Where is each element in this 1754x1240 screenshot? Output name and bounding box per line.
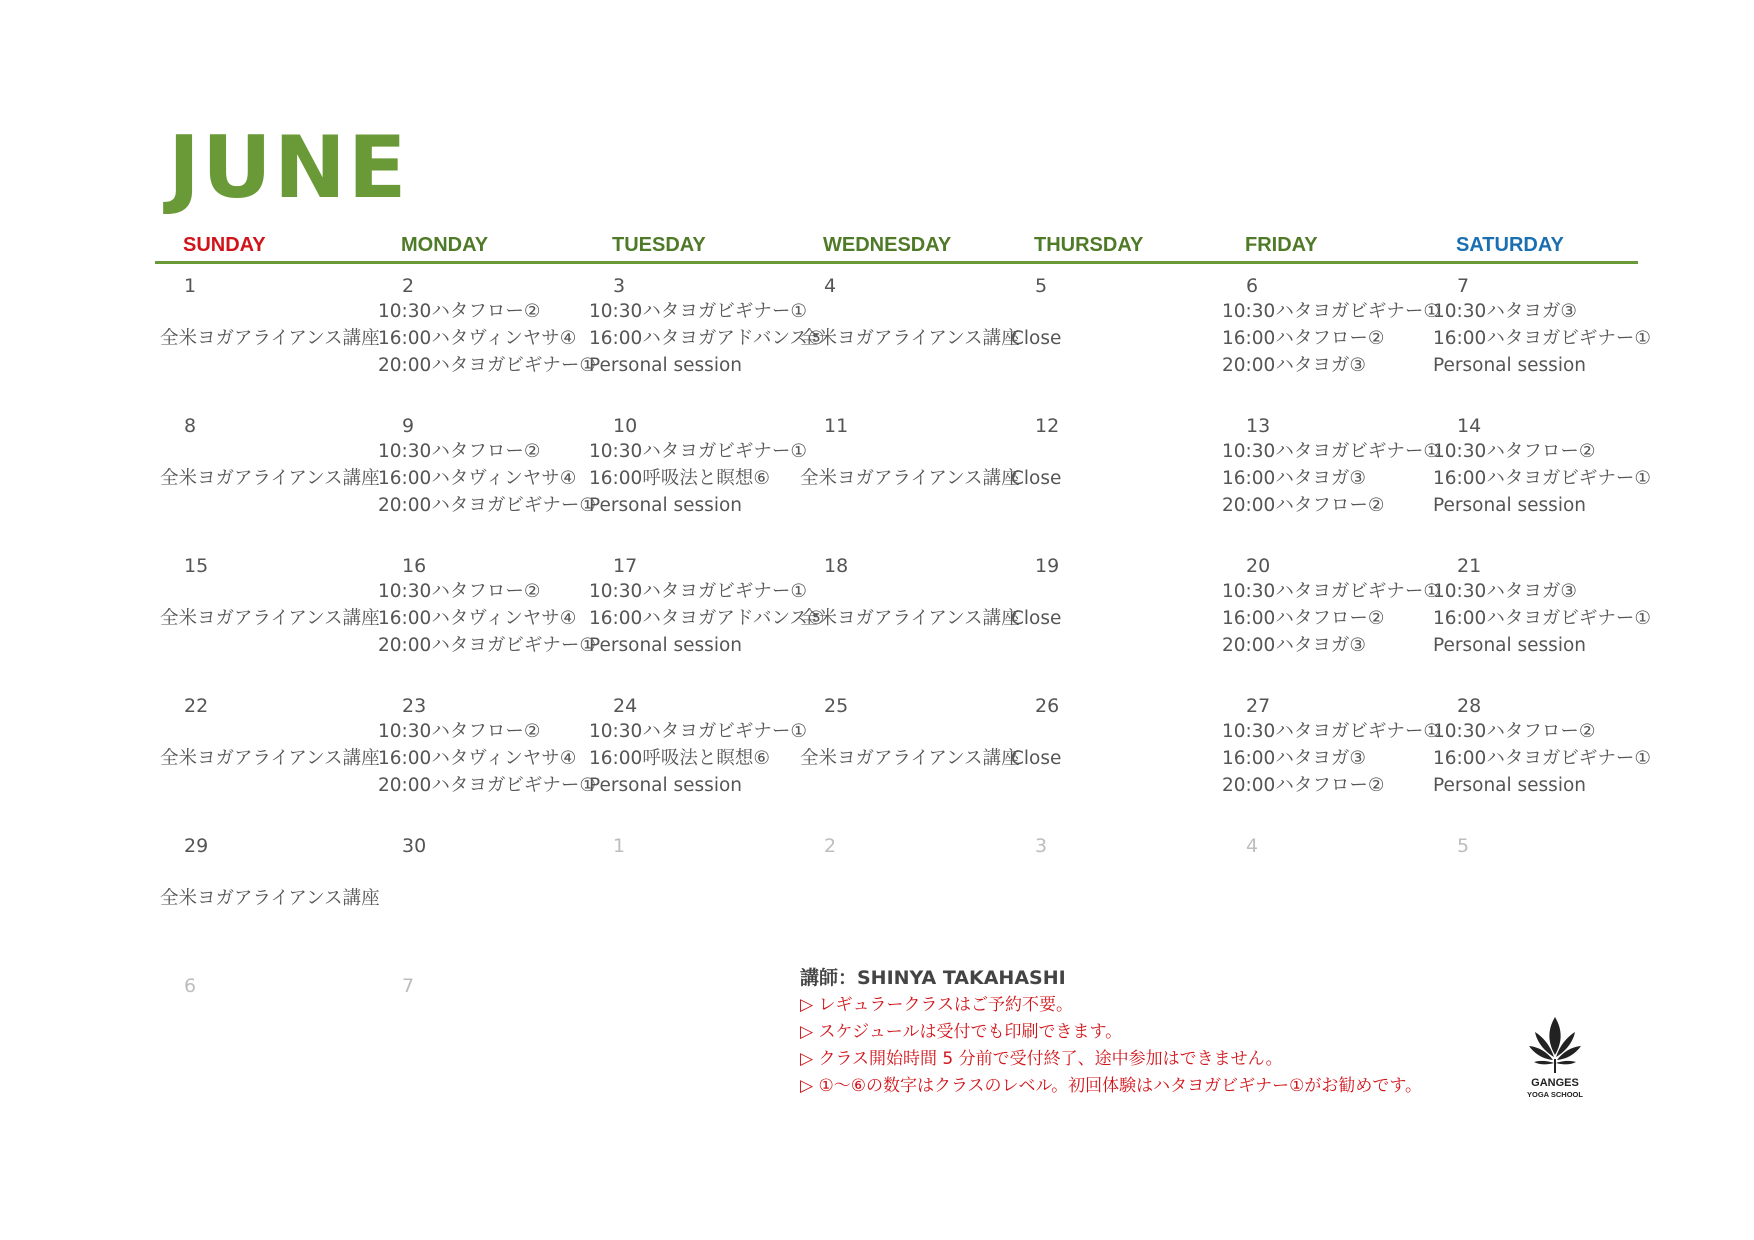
weekday-friday: FRIDAY bbox=[1245, 234, 1318, 256]
class-entry: Personal session bbox=[1433, 635, 1587, 656]
day-cell bbox=[1433, 413, 1651, 543]
class-entry: Personal session bbox=[589, 635, 743, 656]
day-number: 3 bbox=[613, 275, 626, 297]
class-entry: 20:00ハタヨガ③ bbox=[1222, 355, 1366, 376]
class-entry: 20:00ハタヨガ③ bbox=[1222, 635, 1366, 656]
day-number: 9 bbox=[402, 415, 415, 437]
day-number: 2 bbox=[824, 835, 837, 857]
day-number: 29 bbox=[184, 835, 209, 857]
day-cell bbox=[378, 973, 588, 1103]
class-entry: 全米ヨガアライアンス講座 bbox=[160, 328, 380, 349]
class-entry: 10:30ハタヨガビギナー① bbox=[1222, 721, 1440, 742]
day-cell bbox=[1222, 693, 1440, 823]
day-number: 30 bbox=[402, 835, 427, 857]
day-number: 19 bbox=[1035, 555, 1060, 577]
month-title: JUNE bbox=[168, 118, 409, 218]
class-entry: 10:30ハタフロー② bbox=[1433, 441, 1596, 462]
day-number: 11 bbox=[824, 415, 849, 437]
class-entry: 10:30ハタヨガビギナー① bbox=[589, 721, 807, 742]
class-entry: 16:00呼吸法と瞑想⑥ bbox=[589, 748, 770, 769]
day-number: 13 bbox=[1246, 415, 1271, 437]
class-entry: 16:00ハタヴィンヤサ④ bbox=[378, 748, 577, 769]
day-number: 14 bbox=[1457, 415, 1482, 437]
note-item: ▷ スケジュールは受付でも印刷できます。 bbox=[800, 1022, 1123, 1042]
day-cell bbox=[1222, 273, 1440, 403]
day-number: 21 bbox=[1457, 555, 1482, 577]
class-entry: 10:30ハタヨガビギナー① bbox=[589, 441, 807, 462]
class-entry: 10:30ハタフロー② bbox=[378, 721, 541, 742]
class-entry: 全米ヨガアライアンス講座 bbox=[160, 468, 380, 489]
day-number: 6 bbox=[184, 975, 197, 997]
day-number: 20 bbox=[1246, 555, 1271, 577]
weekday-monday: MONDAY bbox=[401, 234, 489, 256]
lotus-leaf-icon bbox=[1510, 1015, 1600, 1077]
class-entry: 16:00ハタヨガビギナー① bbox=[1433, 748, 1651, 769]
class-entry: 16:00ハタヨガアドバンス⑤ bbox=[589, 608, 825, 629]
day-number: 12 bbox=[1035, 415, 1060, 437]
day-number: 1 bbox=[613, 835, 626, 857]
day-number: 28 bbox=[1457, 695, 1482, 717]
day-cell bbox=[800, 553, 1020, 683]
class-entry: Personal session bbox=[589, 495, 743, 516]
class-entry: 16:00ハタヨガビギナー① bbox=[1433, 328, 1651, 349]
day-number: 26 bbox=[1035, 695, 1060, 717]
weekday-tuesday: TUESDAY bbox=[612, 234, 706, 256]
day-cell bbox=[1222, 833, 1432, 963]
day-cell bbox=[589, 833, 799, 963]
notes-list bbox=[800, 992, 1422, 1100]
class-entry: 16:00ハタヨガビギナー① bbox=[1433, 468, 1651, 489]
class-entry: 20:00ハタヨガビギナー① bbox=[378, 495, 596, 516]
class-entry: 16:00ハタフロー② bbox=[1222, 328, 1385, 349]
day-cell bbox=[1222, 553, 1440, 683]
class-entry: 16:00ハタヨガアドバンス⑤ bbox=[589, 328, 825, 349]
day-number: 24 bbox=[613, 695, 638, 717]
day-number: 17 bbox=[613, 555, 638, 577]
class-entry: 10:30ハタフロー② bbox=[378, 581, 541, 602]
day-cell bbox=[1433, 693, 1651, 823]
note-item: ▷ レギュラークラスはご予約不要。 bbox=[800, 995, 1073, 1015]
day-cell bbox=[589, 413, 807, 543]
day-number: 3 bbox=[1035, 835, 1048, 857]
class-entry: 全米ヨガアライアンス講座 bbox=[800, 608, 1020, 629]
day-cell bbox=[378, 553, 596, 683]
day-number: 10 bbox=[613, 415, 638, 437]
day-cell bbox=[800, 693, 1020, 823]
ganges-logo bbox=[1510, 1015, 1600, 1100]
class-entry: 16:00ハタヴィンヤサ④ bbox=[378, 328, 577, 349]
class-entry: 全米ヨガアライアンス講座 bbox=[160, 608, 380, 629]
day-cell bbox=[378, 833, 588, 963]
day-number: 2 bbox=[402, 275, 415, 297]
class-entry: 16:00呼吸法と瞑想⑥ bbox=[589, 468, 770, 489]
class-entry: Personal session bbox=[1433, 495, 1587, 516]
day-cell bbox=[589, 273, 825, 403]
weekday-thursday: THURSDAY bbox=[1034, 234, 1144, 256]
class-entry: 全米ヨガアライアンス講座 bbox=[160, 888, 380, 909]
day-cell bbox=[160, 973, 370, 1103]
class-entry: 20:00ハタフロー② bbox=[1222, 775, 1385, 796]
class-entry: Personal session bbox=[1433, 775, 1587, 796]
day-cell bbox=[1433, 553, 1651, 683]
class-entry: 16:00ハタヨガ③ bbox=[1222, 748, 1366, 769]
class-entry: 16:00ハタフロー② bbox=[1222, 608, 1385, 629]
class-entry: 10:30ハタヨガビギナー① bbox=[589, 301, 807, 322]
day-cell bbox=[800, 413, 1020, 543]
class-entry: 10:30ハタフロー② bbox=[1433, 721, 1596, 742]
day-number: 6 bbox=[1246, 275, 1259, 297]
class-entry: 10:30ハタフロー② bbox=[378, 301, 541, 322]
class-entry: 全米ヨガアライアンス講座 bbox=[160, 748, 380, 769]
day-cell bbox=[800, 273, 1020, 403]
day-number: 1 bbox=[184, 275, 197, 297]
class-entry: 20:00ハタヨガビギナー① bbox=[378, 635, 596, 656]
day-cell bbox=[1011, 693, 1221, 823]
day-cell bbox=[1011, 553, 1221, 683]
class-entry: 10:30ハタヨガ③ bbox=[1433, 301, 1577, 322]
day-number: 5 bbox=[1457, 835, 1470, 857]
weekday-saturday: SATURDAY bbox=[1456, 234, 1564, 256]
day-cell bbox=[160, 833, 380, 963]
logo-subtitle: YOGA SCHOOL bbox=[1527, 1090, 1583, 1099]
day-cell bbox=[1433, 273, 1651, 403]
class-entry: Close bbox=[1011, 748, 1062, 769]
logo-name: GANGES bbox=[1531, 1077, 1579, 1089]
class-entry: 16:00ハタヴィンヤサ④ bbox=[378, 608, 577, 629]
day-number: 23 bbox=[402, 695, 427, 717]
class-entry: 16:00ハタヨガビギナー① bbox=[1433, 608, 1651, 629]
class-entry: 10:30ハタヨガビギナー① bbox=[1222, 441, 1440, 462]
day-number: 15 bbox=[184, 555, 209, 577]
class-entry: Personal session bbox=[1433, 355, 1587, 376]
day-cell bbox=[160, 273, 380, 403]
day-cell bbox=[378, 693, 596, 823]
note-item: ▷ ①～⑥の数字はクラスのレベル。初回体験はハタヨガビギナー①がお勧めです。 bbox=[800, 1076, 1422, 1096]
class-entry: 全米ヨガアライアンス講座 bbox=[800, 328, 1020, 349]
class-entry: 10:30ハタヨガビギナー① bbox=[1222, 581, 1440, 602]
day-number: 22 bbox=[184, 695, 209, 717]
class-entry: 16:00ハタヴィンヤサ④ bbox=[378, 468, 577, 489]
class-entry: 全米ヨガアライアンス講座 bbox=[800, 748, 1020, 769]
class-entry: Personal session bbox=[589, 775, 743, 796]
day-number: 16 bbox=[402, 555, 427, 577]
day-cell bbox=[589, 553, 825, 683]
class-entry: Close bbox=[1011, 468, 1062, 489]
day-cell bbox=[160, 693, 380, 823]
day-cell bbox=[1433, 833, 1643, 963]
class-entry: 16:00ハタヨガ③ bbox=[1222, 468, 1366, 489]
day-number: 25 bbox=[824, 695, 849, 717]
weekday-wednesday: WEDNESDAY bbox=[823, 234, 952, 256]
class-entry: 20:00ハタヨガビギナー① bbox=[378, 775, 596, 796]
day-cell bbox=[378, 273, 596, 403]
class-entry: 10:30ハタヨガビギナー① bbox=[1222, 301, 1440, 322]
day-cell bbox=[1222, 413, 1440, 543]
day-cell bbox=[1011, 413, 1221, 543]
day-number: 8 bbox=[184, 415, 197, 437]
class-entry: Close bbox=[1011, 608, 1062, 629]
day-cell bbox=[160, 553, 380, 683]
day-number: 5 bbox=[1035, 275, 1048, 297]
day-number: 7 bbox=[1457, 275, 1470, 297]
day-number: 27 bbox=[1246, 695, 1271, 717]
day-cell bbox=[378, 413, 596, 543]
class-entry: Personal session bbox=[589, 355, 743, 376]
class-entry: 10:30ハタフロー② bbox=[378, 441, 541, 462]
class-entry: 20:00ハタヨガビギナー① bbox=[378, 355, 596, 376]
instructor-name: 講師：SHINYA TAKAHASHI bbox=[800, 967, 1066, 989]
weekday-sunday: SUNDAY bbox=[183, 234, 266, 256]
class-entry: 10:30ハタヨガ③ bbox=[1433, 581, 1577, 602]
day-cell bbox=[160, 413, 380, 543]
note-item: ▷ クラス開始時間 5 分前で受付終了、途中参加はできません。 bbox=[800, 1049, 1283, 1069]
day-cell bbox=[800, 833, 1010, 963]
class-entry: 全米ヨガアライアンス講座 bbox=[800, 468, 1020, 489]
day-cell bbox=[1011, 273, 1221, 403]
class-entry: Close bbox=[1011, 328, 1062, 349]
class-entry: 20:00ハタフロー② bbox=[1222, 495, 1385, 516]
day-number: 18 bbox=[824, 555, 849, 577]
class-entry: 10:30ハタヨガビギナー① bbox=[589, 581, 807, 602]
day-number: 4 bbox=[824, 275, 837, 297]
day-cell bbox=[1011, 833, 1221, 963]
day-cell bbox=[589, 693, 807, 823]
day-number: 7 bbox=[402, 975, 415, 997]
day-number: 4 bbox=[1246, 835, 1259, 857]
